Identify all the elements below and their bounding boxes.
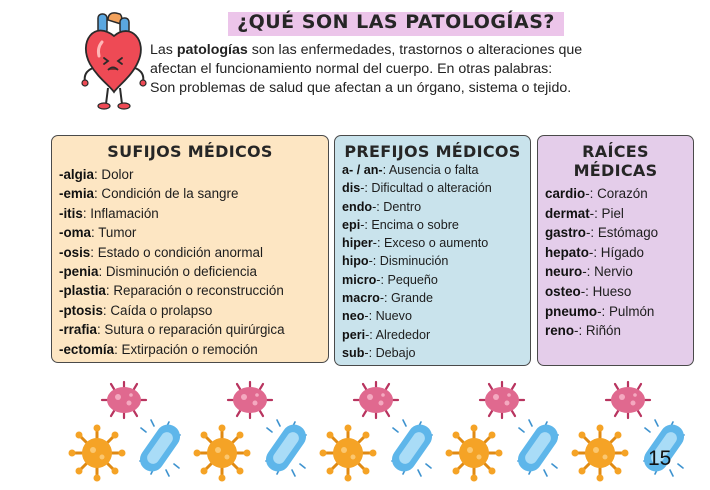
pink-germ-icon [228, 382, 272, 418]
term-keyword: reno [545, 323, 575, 339]
term-item [59, 301, 321, 320]
term-item [59, 223, 321, 242]
term-keyword: neo [342, 309, 365, 324]
term-definition: -: Nuevo [364, 309, 412, 324]
term-keyword: a- / an- [342, 163, 383, 177]
term-definition: : Estado o condición anormal [90, 244, 263, 260]
term-keyword: epi [342, 217, 361, 232]
term-item [342, 271, 523, 289]
term-item [342, 179, 523, 197]
term-item [342, 198, 523, 216]
term-item [59, 165, 321, 184]
term-item [59, 243, 321, 262]
pink-germ-icon [354, 382, 398, 418]
term-definition: -: Alrededor [365, 327, 431, 342]
term-item [545, 321, 686, 341]
sufijos-title: SUFIJOS MÉDICOS [107, 142, 273, 161]
term-definition: : Reparación o reconstrucción [105, 283, 284, 299]
term-definition: : Disminución o deficiencia [98, 264, 257, 280]
term-keyword: neuro [545, 264, 583, 280]
term-definition: -: Nervio [582, 264, 633, 280]
term-keyword: -ectomía [59, 341, 115, 357]
term-keyword: cardio [545, 186, 586, 201]
term-definition: : Condición de la sangre [93, 186, 239, 202]
germs-decoration [0, 370, 710, 490]
term-keyword: -rrafia [59, 322, 97, 338]
term-item [545, 184, 686, 204]
blue-bacteria-icon [261, 420, 310, 476]
orange-virus-icon [572, 425, 629, 482]
term-keyword: dermat [545, 205, 590, 221]
term-definition: -: Dificultad o alteración [360, 181, 492, 196]
term-item [545, 302, 686, 322]
term-definition: -: Debajo [364, 345, 416, 360]
page-title: ¿QUÉ SON LAS PATOLOGÍAS? [237, 11, 555, 33]
term-item [59, 320, 321, 339]
term-keyword: hepato [545, 244, 589, 260]
term-keyword: -algia [59, 167, 94, 182]
term-keyword: dis [342, 181, 361, 196]
orange-virus-icon [320, 425, 377, 482]
orange-virus-icon [446, 425, 503, 482]
term-keyword: -plastia [59, 283, 106, 299]
term-item [545, 282, 686, 302]
term-definition: -: Pequeño [376, 272, 438, 287]
term-keyword: sub [342, 345, 365, 360]
term-definition: -: Disminución [368, 254, 449, 269]
term-item [342, 216, 523, 234]
intro-line-2: afectan el funcionamiento normal del cuerpo. En otras palabras: [150, 61, 553, 77]
term-definition: : Dolor [93, 167, 134, 182]
term-definition: : Caída o prolapso [102, 302, 213, 318]
term-definition: -: Hueso [580, 283, 632, 299]
intro-text: Las [150, 42, 177, 58]
term-keyword: -itis [59, 205, 83, 221]
term-item [342, 344, 523, 362]
term-item [342, 289, 523, 307]
term-definition: : Inflamación [82, 205, 159, 221]
pink-germ-icon [480, 382, 524, 418]
term-definition: -: Corazón [585, 186, 648, 201]
term-keyword: -ptosis [59, 302, 103, 318]
heart-character-icon [80, 12, 148, 110]
term-definition: -: Hígado [588, 244, 644, 260]
sufijos-list [59, 165, 321, 359]
intro-paragraph [150, 41, 670, 98]
sufijos-box [51, 135, 329, 363]
raices-title: RAÍCES MÉDICAS [573, 142, 658, 180]
term-definition: : Tumor [91, 225, 137, 241]
term-definition: -: Piel [589, 205, 624, 221]
blue-bacteria-icon [387, 420, 436, 476]
raices-box [537, 135, 694, 366]
orange-virus-icon [69, 425, 126, 482]
term-keyword: hipo [342, 254, 369, 269]
term-item [342, 252, 523, 270]
term-definition: : Sutura o reparación quirúrgica [96, 322, 285, 338]
term-keyword: -oma [59, 225, 91, 241]
term-keyword: hiper [342, 236, 373, 251]
raices-list [545, 184, 686, 341]
term-keyword: pneumo [545, 303, 598, 319]
intro-line-3: Son problemas de salud que afectan a un órgano, sistema o tejido. [150, 80, 572, 96]
term-item [545, 262, 686, 282]
term-keyword: macro [342, 291, 380, 306]
term-item [545, 223, 686, 243]
term-definition: -: Riñón [574, 323, 621, 339]
term-item [545, 243, 686, 263]
blue-bacteria-icon [513, 420, 562, 476]
intro-line-1 [150, 41, 670, 60]
term-definition: -: Exceso o aumento [372, 236, 489, 251]
intro-text: son las enfermedades, trastornos o alteraciones que [247, 42, 583, 58]
term-keyword: osteo [545, 283, 581, 299]
term-item [59, 184, 321, 203]
term-keyword: gastro [545, 225, 586, 241]
term-item [59, 340, 321, 359]
pink-germ-icon [606, 382, 650, 418]
term-item [59, 281, 321, 300]
term-keyword: endo [342, 199, 373, 214]
prefijos-list [342, 161, 523, 362]
term-definition: -: Grande [379, 291, 434, 306]
term-definition: : Ausencia o falta [382, 163, 479, 177]
term-item [342, 161, 523, 179]
term-item [342, 307, 523, 325]
prefijos-box [334, 135, 531, 366]
term-keyword: -emia [59, 186, 94, 202]
blue-bacteria-icon [135, 420, 184, 476]
term-definition: -: Estómago [585, 225, 659, 241]
term-keyword: -penia [59, 264, 99, 280]
term-item [59, 204, 321, 223]
pink-germ-icon [102, 382, 146, 418]
page-number: 15 [648, 447, 672, 470]
term-keyword: micro [342, 272, 377, 287]
term-definition: -: Dentro [372, 199, 422, 214]
term-definition: : Extirpación o remoción [114, 341, 258, 357]
term-definition: -: Pulmón [597, 303, 655, 319]
intro-keyword: patologías [176, 42, 248, 58]
term-item [342, 326, 523, 344]
term-definition: -: Encima o sobre [360, 217, 459, 232]
term-item [59, 262, 321, 281]
term-item [342, 234, 523, 252]
term-item [545, 204, 686, 224]
term-keyword: peri [342, 327, 366, 342]
term-keyword: -osis [59, 244, 91, 260]
prefijos-title: PREFIJOS MÉDICOS [344, 142, 521, 161]
orange-virus-icon [194, 425, 251, 482]
